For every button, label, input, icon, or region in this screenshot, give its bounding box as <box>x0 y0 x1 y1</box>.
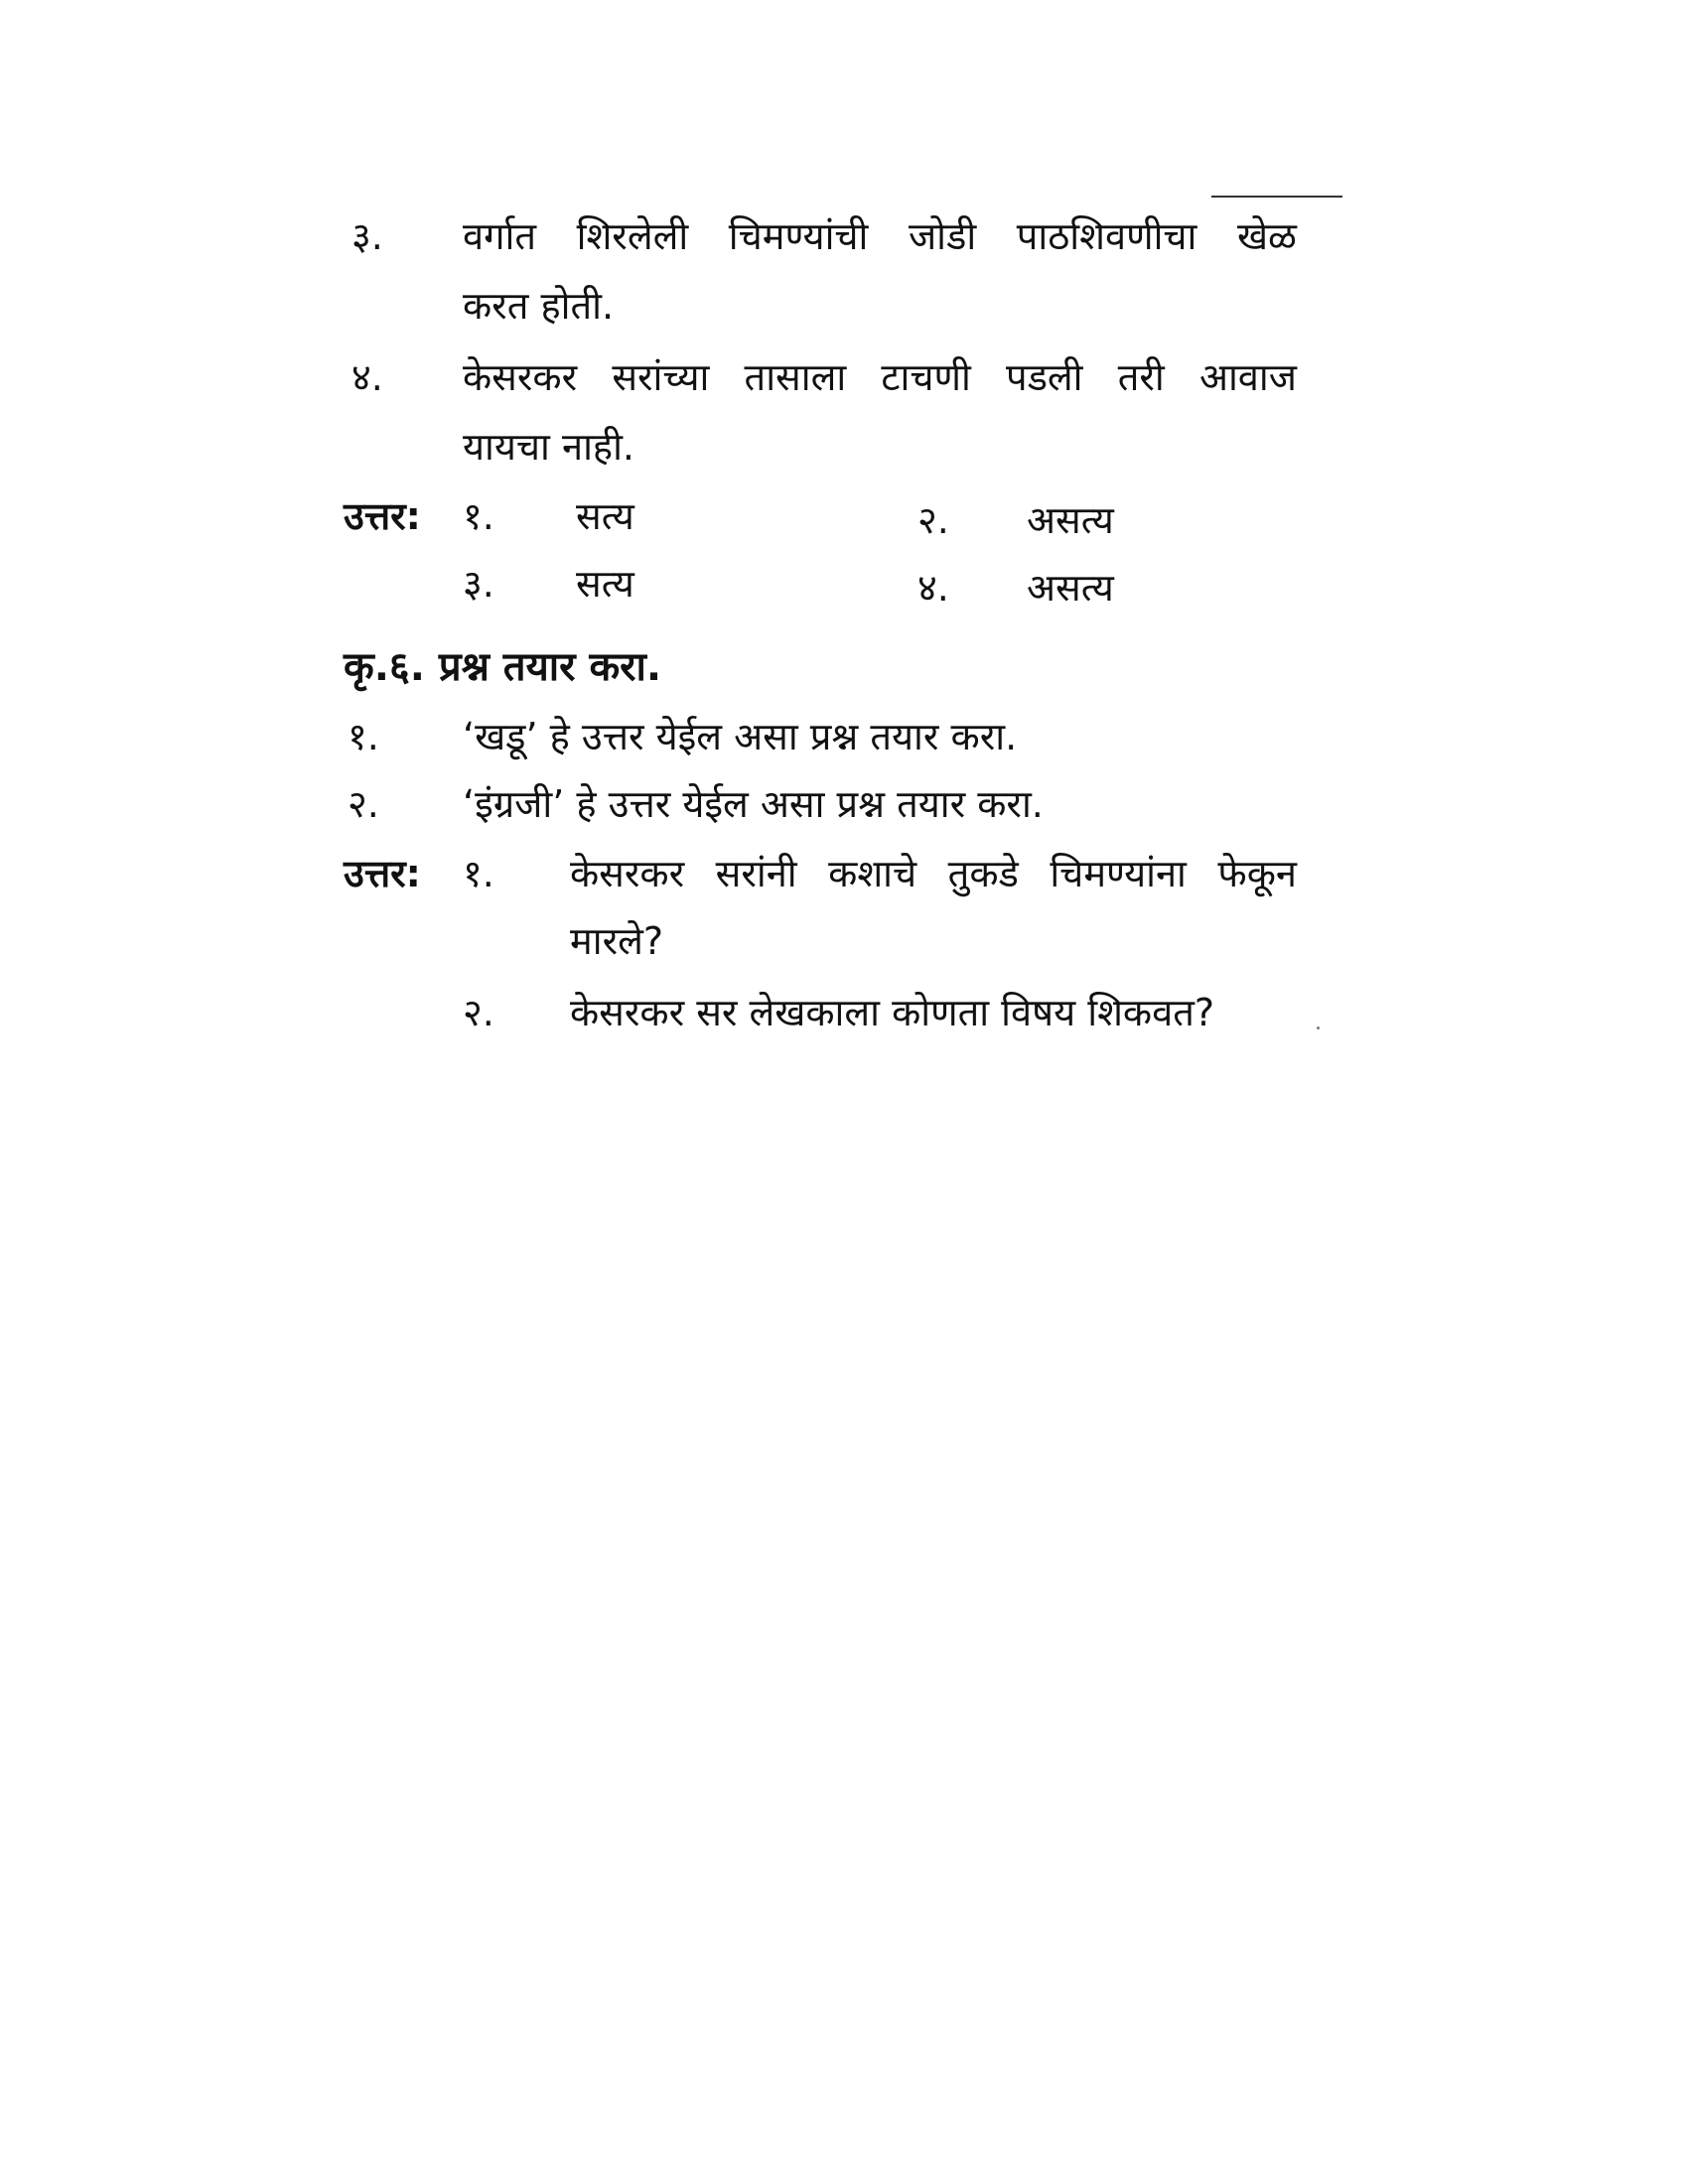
question-text: ‘खडू’ हे उत्तर येईल असा प्रश्न तयार करा. <box>463 715 1018 758</box>
activity-heading: कृ.६. प्रश्न तयार करा. <box>344 644 662 690</box>
word: सरांनी <box>715 852 797 895</box>
answer-line <box>570 842 1297 905</box>
answer-label: उत्तर: <box>344 494 421 538</box>
statement-line-continued: यायचा नाही. <box>463 425 635 469</box>
answer-number: ४. <box>917 566 949 610</box>
answer-text: केसरकर सर लेखकाला कोणता विषय शिकवत? <box>570 991 1215 1034</box>
word: खेळ <box>1236 214 1297 258</box>
word: पडली <box>1006 355 1083 399</box>
word: आवाज <box>1198 355 1297 399</box>
question-text: ‘इंग्रजी’ हे उत्तर येईल असा प्रश्न तयार करा. <box>463 782 1044 826</box>
question-number: २. <box>348 782 379 826</box>
word: चिमण्यांना <box>1050 852 1187 895</box>
answer-value: असत्य <box>1027 498 1114 542</box>
answer-line-continued: मारले? <box>570 919 664 963</box>
word: टाचणी <box>881 355 971 399</box>
top-rule <box>1211 196 1342 198</box>
word: कशाचे <box>828 852 917 895</box>
statement-line-continued: करत होती. <box>463 284 615 328</box>
answer-number: २. <box>917 498 949 542</box>
statement-number: ३. <box>352 214 383 258</box>
word: शिरलेली <box>576 214 689 258</box>
question-number: १. <box>348 715 379 758</box>
answer-value: सत्य <box>576 562 634 606</box>
word: वर्गात <box>463 214 537 258</box>
word: जोडी <box>908 214 977 258</box>
answer-number: ३. <box>463 562 494 606</box>
word: केसरकर <box>570 852 685 895</box>
answer-label: उत्तर: <box>344 852 421 895</box>
statement-number: ४. <box>352 355 383 399</box>
word: केसरकर <box>463 355 578 399</box>
word: तरी <box>1117 355 1165 399</box>
answer-value: सत्य <box>576 494 634 538</box>
answer-number: १. <box>463 852 494 895</box>
word: तुकडे <box>947 852 1019 895</box>
word: चिमण्यांची <box>728 214 869 258</box>
word: पाठशिवणीचा <box>1016 214 1197 258</box>
statement-line <box>463 345 1297 409</box>
word: फेकून <box>1217 852 1297 895</box>
word: तासाला <box>744 355 847 399</box>
word: सरांच्या <box>612 355 710 399</box>
answer-number: १. <box>463 494 494 538</box>
statement-line <box>463 205 1297 268</box>
answer-value: असत्य <box>1027 566 1114 610</box>
scan-speck <box>1317 1026 1320 1029</box>
answer-number: २. <box>463 991 494 1034</box>
